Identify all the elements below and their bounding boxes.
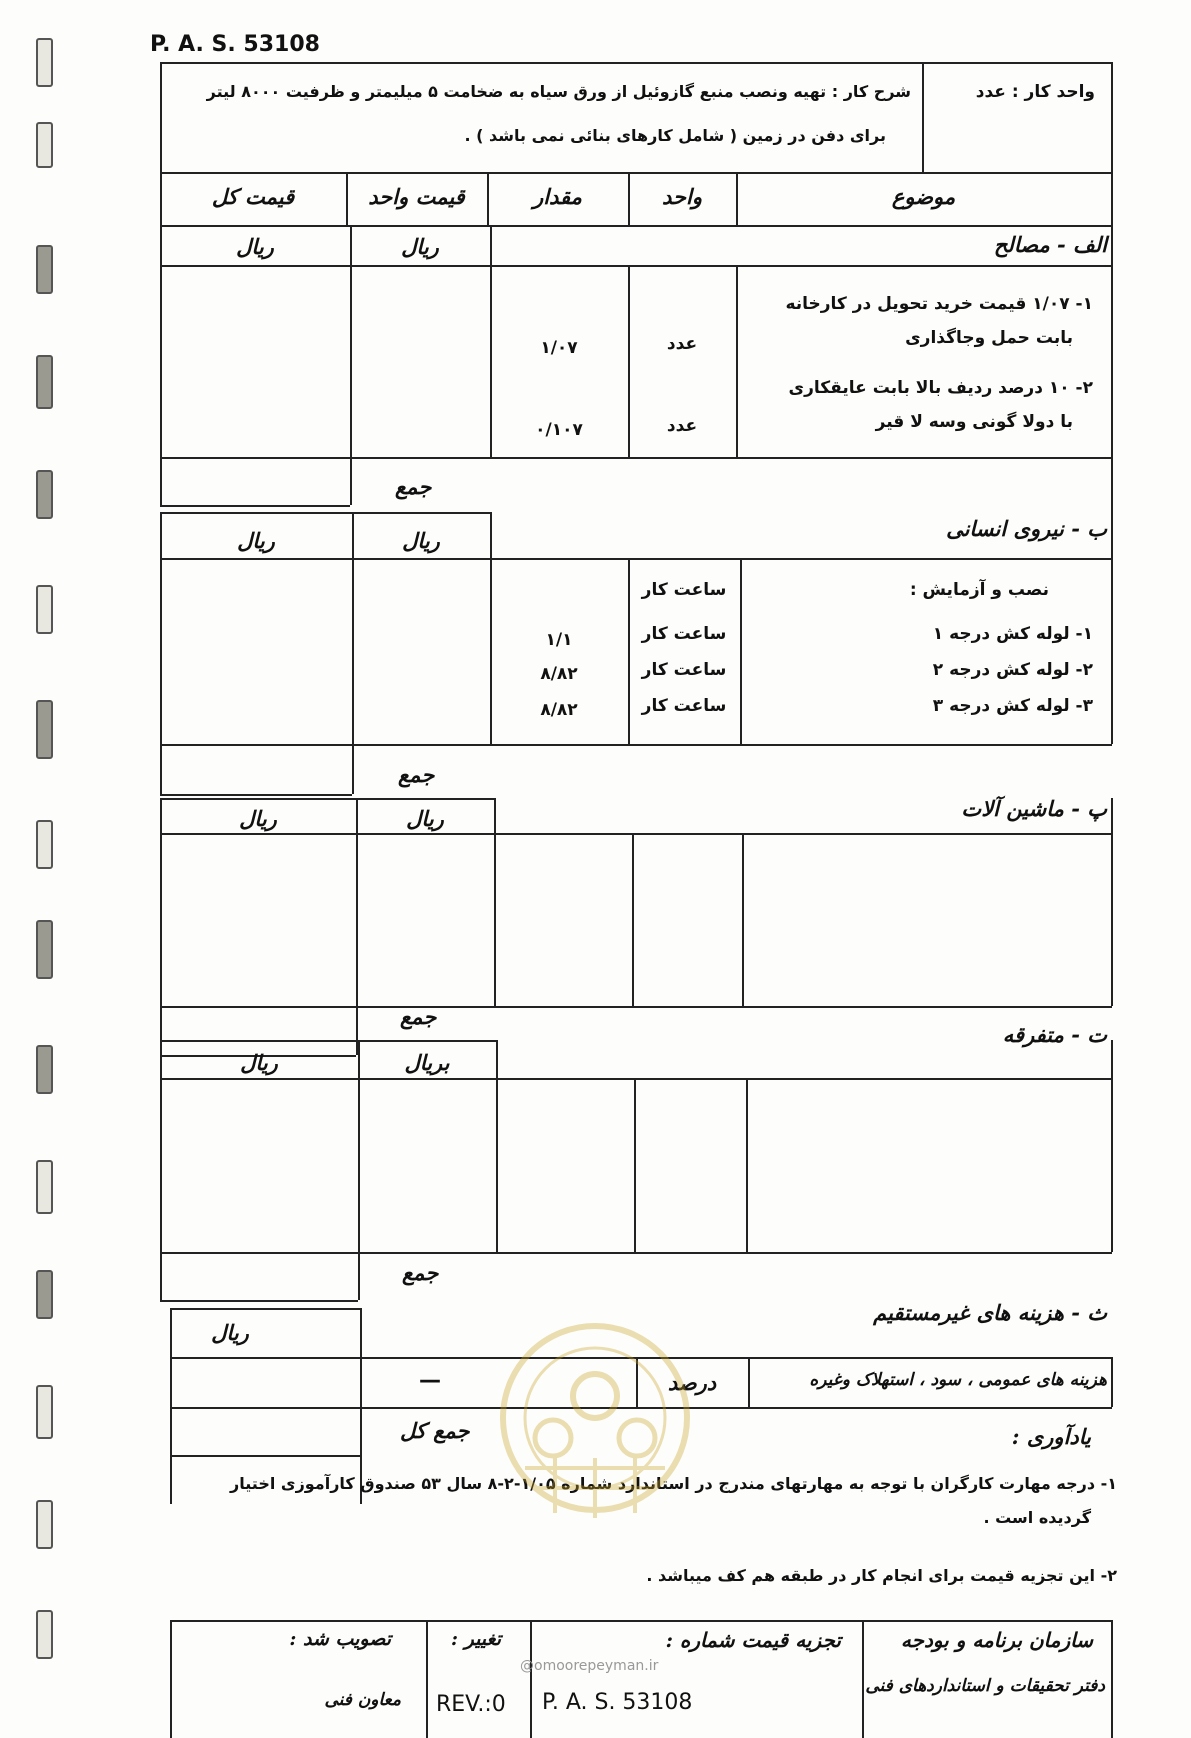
description-line-2: برای دفن در زمین ( شامل کارهای بنائی نمی باشد ) . [464,126,886,145]
binder-hole [36,820,53,869]
deputy-label: معاون فنی [324,1690,401,1710]
binder-hole [36,1045,53,1094]
section-materials-title: الف - مصالح [993,232,1107,257]
binder-hole [36,470,53,519]
binder-hole [36,1500,53,1549]
org-name: سازمان برنامه و بودجه [900,1628,1093,1652]
column-quantity: مقدار [533,184,582,209]
stamp-logo-icon [495,1318,695,1528]
item-quantity: ۱/۰۷ [540,338,578,358]
item-label: ۳- لوله کش درجه ۳ [932,696,1093,716]
item-unit: عدد [666,334,698,354]
item-label: ۱- لوله کش درجه ۱ [932,624,1093,644]
currency-label: ریال [236,234,274,259]
currency-label: ریال [240,1050,278,1075]
currency-label: ریال [401,234,439,259]
labor-heading: نصب و آزمایش : [909,580,1049,600]
item-quantity: ۰/۱۰۷ [535,420,583,440]
binder-hole [36,1270,53,1319]
binder-hole [36,920,53,979]
revision: REV.:0 [436,1692,506,1717]
approved-label: تصویب شد : [289,1628,391,1650]
sum-label: جمع [398,762,435,787]
analysis-code: P. A. S. 53108 [542,1690,693,1715]
section-indirect-title: ث - هزینه های غیرمستقیم [873,1300,1107,1325]
item-quantity: ۸/۸۲ [540,664,578,684]
section-machinery-title: پ - ماشین آلات [961,796,1107,821]
org-office: دفتر تحقیقات و استانداردهای فنی [865,1676,1105,1696]
sum-label: جمع [402,1260,439,1285]
currency-label: ریال [239,806,277,831]
item-line: بابت حمل وجاگذاری [905,328,1073,348]
item-unit: ساعت کار [641,624,727,644]
description-line-1: شرح کار : تهیه ونصب منبع گازوئیل از ورق سیاه به ضخامت ۵ میلیمتر و ظرفیت ۸۰۰۰ لیتر [206,82,911,101]
analysis-number-label: تجزیه قیمت شماره : [665,1628,841,1652]
binder-hole [36,1385,53,1439]
section-labor-title: ب - نیروی انسانی [946,516,1107,541]
currency-label: ریال [406,806,444,831]
item-label: ۲- لوله کش درجه ۲ [932,660,1093,680]
grand-total-label: جمع کل [400,1418,470,1443]
labor-heading-unit: ساعت کار [641,580,727,600]
indirect-row-label: هزینه های عمومی ، سود ، استهلاک وغیره [809,1370,1107,1390]
item-line: ۱- ۱/۰۷ قیمت خرید تحویل در کارخانه [785,294,1093,314]
binder-hole [36,585,53,634]
notes-title: یادآوری : [1011,1424,1091,1449]
item-unit: ساعت کار [641,696,727,716]
sum-label: جمع [400,1004,437,1029]
note-1-line-1: ۱- درجه مهارت کارگران با توجه به مهارتهای مندرج در استاندارد شماره ۱/۰۵-۲-۸ سال ۵۳ صندوق کارآموزی اختیار [230,1474,1117,1493]
column-unit-price: قیمت واحد [368,184,465,209]
binder-hole [36,245,53,294]
item-quantity: ۸/۸۲ [540,700,578,720]
currency-label: ریال [402,528,440,553]
currency-label: ریال [211,1320,249,1345]
binder-hole [36,38,53,87]
item-unit: عدد [666,416,698,436]
column-unit: واحد [662,184,702,209]
binder-hole [36,1160,53,1214]
binder-hole [36,700,53,759]
note-1-line-2: گردیده است . [983,1508,1091,1527]
binder-hole [36,122,53,168]
currency-label: ریال [237,528,275,553]
binder-hole [36,355,53,409]
note-2: ۲- این تجزیه قیمت برای انجام کار در طبقه هم کف میباشد . [646,1566,1117,1585]
section-misc-title: ت - متفرقه [1002,1022,1107,1047]
document-code: P. A. S. 53108 [150,32,320,57]
unit-of-work: واحد کار : عدد [975,82,1095,102]
item-quantity: ۱/۱ [545,630,573,650]
item-line: با دولا گونی وسه لا قیر [875,412,1073,432]
watermark-text: @omoorepeyman.ir [520,1658,659,1674]
binder-hole [36,1610,53,1659]
currency-label: بریال [404,1050,450,1075]
item-unit: ساعت کار [641,660,727,680]
change-label: تغییر : [450,1628,501,1650]
column-total-price: قیمت کل [211,184,295,209]
sum-label: جمع [395,474,432,499]
indirect-row-price: — [419,1368,441,1393]
column-subject: موضوع [891,184,956,209]
item-line: ۲- ۱۰ درصد ردیف بالا بابت عایقکاری [788,378,1093,398]
indirect-row-unit: درصد [667,1370,717,1395]
